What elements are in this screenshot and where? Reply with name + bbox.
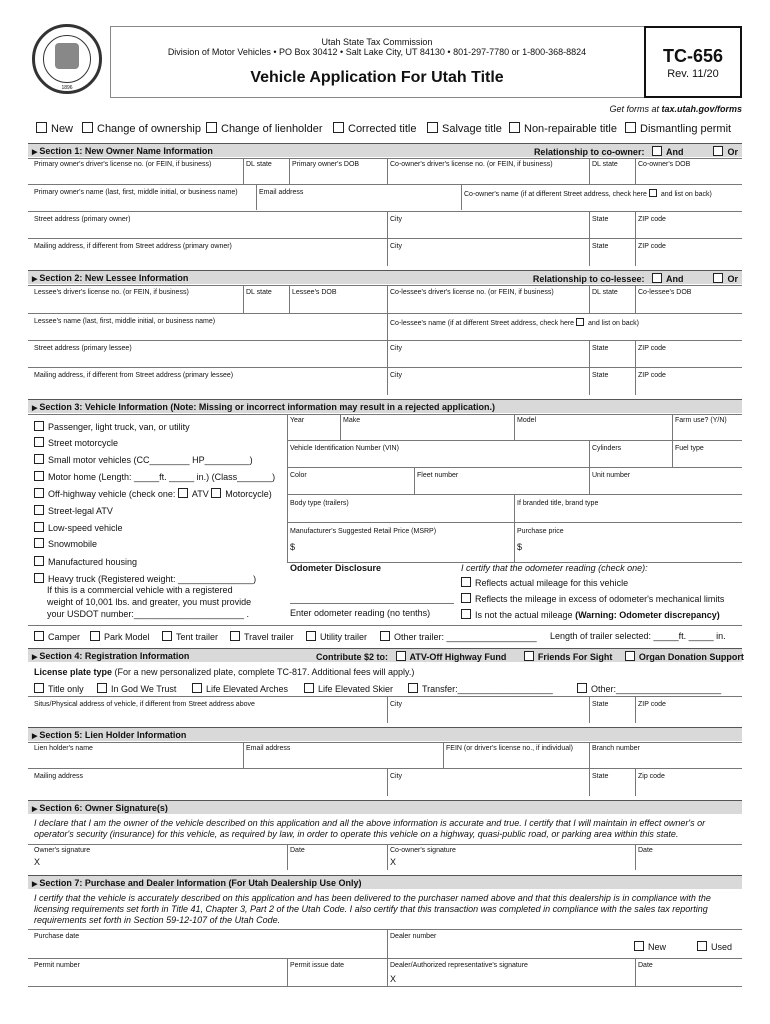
checkbox-icon[interactable]: [333, 122, 344, 133]
zip-field[interactable]: ZIP code: [638, 216, 666, 223]
permit-date-field[interactable]: Permit issue date: [290, 962, 345, 969]
checkbox-icon[interactable]: [576, 318, 584, 326]
cylinders-field[interactable]: Cylinders: [592, 445, 622, 452]
vin-field[interactable]: Vehicle Identification Number (VIN): [290, 445, 399, 452]
checkbox-icon[interactable]: [34, 538, 44, 548]
trailer-tent[interactable]: Tent trailer: [162, 631, 218, 643]
lessee-dob-field[interactable]: Lessee's DOB: [292, 289, 337, 296]
checkbox-icon[interactable]: [97, 683, 107, 693]
situs-zip-field[interactable]: ZIP code: [638, 701, 666, 708]
checkbox-icon[interactable]: [306, 631, 316, 641]
checkbox-icon[interactable]: [206, 122, 217, 133]
owner-signature-field[interactable]: X: [34, 857, 41, 867]
trailer-utility[interactable]: Utility trailer: [306, 631, 367, 643]
purchase-price-label: Purchase price: [517, 528, 564, 535]
dealer-signature-label: Dealer/Authorized representative's signature: [390, 962, 528, 969]
heavy-note-2: weight of 10,001 lbs. and greater, you must provide: [47, 597, 252, 607]
checkbox-icon[interactable]: [230, 631, 240, 641]
owner-signature-label: Owner's signature: [34, 847, 91, 854]
heavy-note-1: If this is a commercial vehicle with a registered: [47, 585, 233, 595]
checkbox-icon[interactable]: [34, 471, 44, 481]
checkbox-icon[interactable]: [649, 189, 657, 197]
situs-state-field[interactable]: State: [592, 701, 609, 708]
trailer-camper[interactable]: Camper: [34, 631, 80, 643]
owner-declaration: I declare that I am the owner of the vehicle described on this application and all the above information is accurate and true. I certify that I will maintain in effect owner's or operator's security (insurance) for this vehicle, as required by law, in order to operate this vehicle on a highway, quasi-public road, or parking area within this state.: [34, 818, 706, 839]
checkbox-icon[interactable]: [634, 941, 644, 951]
lessee-mailing-field[interactable]: Mailing address, if different from Street address (primary lessee): [34, 372, 234, 379]
odometer-label: Enter odometer reading (no tenths): [290, 608, 431, 618]
primary-dob-field[interactable]: Primary owner's DOB: [292, 161, 360, 168]
situs-address-field[interactable]: Situs/Physical address of vehicle, if different from Street address above: [34, 701, 255, 708]
checkbox-icon[interactable]: [34, 488, 44, 498]
vehicle-type-motor-home[interactable]: Motor home (Length: _____ft. _____ in.) (Class_______): [34, 471, 275, 483]
purchase-price-field[interactable]: $: [517, 542, 523, 552]
lien-zip-field[interactable]: Zip code: [638, 773, 665, 780]
checkbox-icon[interactable]: [652, 273, 662, 283]
co-license-field[interactable]: Co-owner's driver's license no. (or FEIN, if business): [390, 161, 553, 168]
lien-fein-field[interactable]: FEIN (or driver's license no., if individual): [446, 745, 573, 752]
vehicle-type-passenger[interactable]: Passenger, light truck, van, or utility: [34, 421, 190, 433]
model-field[interactable]: Model: [517, 417, 537, 424]
form-title: Vehicle Application For Utah Title: [250, 69, 504, 86]
checkbox-icon[interactable]: [34, 631, 44, 641]
form-id: TC-656: [662, 46, 724, 66]
mailing-zip-field[interactable]: ZIP code: [638, 243, 666, 250]
checkbox-icon[interactable]: [34, 573, 44, 583]
txn-new[interactable]: New: [36, 122, 73, 135]
triangle-icon: ▶: [32, 881, 38, 888]
state-field[interactable]: State: [592, 216, 609, 223]
lessee-state-field[interactable]: State: [592, 345, 609, 352]
checkbox-icon[interactable]: [34, 522, 44, 532]
lessee-mailing-city-field[interactable]: City: [390, 372, 403, 379]
triangle-icon: ▶: [32, 806, 38, 813]
lien-city-field[interactable]: City: [390, 773, 403, 780]
plate-skier[interactable]: Life Elevated Skier: [304, 683, 393, 695]
co-lessee-dob-field[interactable]: Co-lessee's DOB: [638, 289, 692, 296]
triangle-icon: ▶: [32, 405, 38, 412]
vehicle-type-street-atv[interactable]: Street-legal ATV: [34, 505, 113, 517]
city-field[interactable]: City: [390, 216, 403, 223]
mailing-state-field[interactable]: State: [592, 243, 609, 250]
odometer-title: Odometer Disclosure: [290, 563, 382, 573]
year-field[interactable]: Year: [290, 417, 305, 424]
plate-arches[interactable]: Life Elevated Arches: [192, 683, 288, 695]
mailing-address-field[interactable]: Mailing address, if different from Street address (primary owner): [34, 243, 232, 250]
checkbox-icon[interactable]: [304, 683, 314, 693]
lien-mailing-field[interactable]: Mailing address: [34, 773, 84, 780]
usdot-field[interactable]: your USDOT number:______________________ .: [47, 609, 249, 619]
checkbox-icon[interactable]: [192, 683, 202, 693]
section5-bar: ▶ Section 5: Lien Holder Information: [28, 727, 742, 741]
checkbox-icon[interactable]: [178, 488, 188, 498]
checkbox-icon[interactable]: [408, 683, 418, 693]
dealer-used[interactable]: Used: [697, 941, 732, 953]
section3-bar: ▶ Section 3: Vehicle Information (Note: Missing or incorrect information may result in a rejected application.): [28, 399, 742, 413]
fuel-type-field[interactable]: Fuel type: [675, 445, 704, 452]
trailer-park-model[interactable]: Park Model: [90, 631, 150, 643]
mailing-city-field[interactable]: City: [390, 243, 403, 250]
dealer-date-field[interactable]: Date: [638, 962, 653, 969]
checkbox-icon[interactable]: [82, 122, 93, 133]
checkbox-icon[interactable]: [34, 454, 44, 464]
purchase-date-field[interactable]: Purchase date: [34, 933, 80, 940]
co-name-field[interactable]: Co-owner's name (if at different Street address, check here and list on back): [464, 191, 712, 198]
co-dob-field[interactable]: Co-owner's DOB: [638, 161, 691, 168]
triangle-icon: ▶: [32, 149, 38, 156]
checkbox-icon[interactable]: [524, 651, 534, 661]
lessee-city-field[interactable]: City: [390, 345, 403, 352]
vehicle-type-heavy-truck[interactable]: Heavy truck (Registered weight: _______________): [34, 573, 256, 585]
co-owner-signature-label: Co-owner's signature: [390, 847, 456, 854]
txn-change-lienholder[interactable]: Change of lienholder: [206, 122, 323, 135]
plate-type-heading: License plate type (For a new personalized plate, complete TC-817. Additional fees will apply.): [34, 667, 415, 677]
checkbox-icon[interactable]: [652, 146, 662, 156]
vehicle-type-ohv[interactable]: Off-highway vehicle (check one: ATV Motorcycle): [34, 488, 272, 500]
co-owner-signature-field[interactable]: X: [390, 857, 397, 867]
dealer-certification: I certify that the vehicle is accurately described on this application and has been delivered to the purchaser named above and that this dealership is in compliance with the licensing requirements set forth in Title 41, Chapter 3, Part 2 of the Utah Code. I also certify that this transaction was completed in compliance with the sales tax reporting requirements set forth in Section 59-12-107 of the Utah Code.: [34, 893, 711, 925]
checkbox-icon[interactable]: [396, 651, 406, 661]
dealer-new[interactable]: New: [634, 941, 666, 953]
lessee-dl-state-field[interactable]: DL state: [246, 289, 272, 296]
co-owner-relationship: Relationship to co-owner: And Or: [533, 147, 738, 157]
contribute-block: Contribute $2 to: ATV-Off Highway Fund Friends For Sight Organ Donation Support: [316, 652, 744, 662]
lessee-zip-field[interactable]: ZIP code: [638, 345, 666, 352]
lessee-license-field[interactable]: Lessee's driver's license no. (or FEIN, if business): [34, 289, 189, 296]
fund-friends-sight: Friends For Sight: [537, 652, 613, 662]
checkbox-icon[interactable]: [34, 437, 44, 447]
checkbox-icon[interactable]: [625, 651, 635, 661]
co-owner-date-field[interactable]: Date: [638, 847, 653, 854]
body-type-field[interactable]: Body type (trailers): [290, 500, 349, 507]
triangle-icon: ▶: [32, 733, 38, 740]
plate-other[interactable]: Other:_____________________: [577, 683, 721, 695]
situs-city-field[interactable]: City: [390, 701, 403, 708]
txn-non-repairable[interactable]: Non-repairable title: [509, 122, 617, 135]
lessee-mailing-state-field[interactable]: State: [592, 372, 609, 379]
vehicle-type-manufactured[interactable]: Manufactured housing: [34, 556, 137, 568]
get-forms-note: Get forms at tax.utah.gov/forms: [609, 104, 742, 114]
plate-in-god-we-trust[interactable]: In God We Trust: [97, 683, 176, 695]
txn-change-ownership[interactable]: Change of ownership: [82, 122, 201, 135]
vehicle-type-snowmobile[interactable]: Snowmobile: [34, 538, 97, 550]
street-address-field[interactable]: Street address (primary owner): [34, 216, 131, 223]
checkbox-icon[interactable]: [461, 577, 471, 587]
co-dl-state-field[interactable]: DL state: [592, 161, 618, 168]
lessee-street-field[interactable]: Street address (primary lessee): [34, 345, 132, 352]
email-field[interactable]: Email address: [259, 189, 304, 196]
checkbox-icon[interactable]: [90, 631, 100, 641]
odometer-actual[interactable]: Reflects actual mileage for this vehicle: [461, 577, 628, 589]
checkbox-icon[interactable]: [34, 556, 44, 566]
dealer-number-field[interactable]: Dealer number: [390, 933, 437, 940]
checkbox-icon[interactable]: [162, 631, 172, 641]
checkbox-icon[interactable]: [697, 941, 707, 951]
lien-state-field[interactable]: State: [592, 773, 609, 780]
primary-license-field[interactable]: Primary owner's driver's license no. (or FEIN, if business): [34, 161, 212, 168]
txn-dismantling[interactable]: Dismantling permit: [625, 122, 731, 135]
co-lessee-dl-state-field[interactable]: DL state: [592, 289, 618, 296]
checkbox-icon[interactable]: [427, 122, 438, 133]
section1-bar: ▶ Section 1: New Owner Name Information Relationship to co-owner: And Or: [28, 143, 742, 157]
section4-bar: ▶ Section 4: Registration Information Contribute $2 to: ATV-Off Highway Fund Friends For Sight Organ Donation Support: [28, 648, 742, 662]
dl-state-field[interactable]: DL state: [246, 161, 272, 168]
odometer-not-actual[interactable]: Is not the actual mileage (Warning: Odometer discrepancy): [461, 609, 720, 621]
vehicle-type-small-motor[interactable]: Small motor vehicles (CC________ HP_________): [34, 454, 253, 466]
co-lessee-license-field[interactable]: Co-lessee's driver's license no. (or FEIN, if business): [390, 289, 554, 296]
checkbox-icon[interactable]: [461, 609, 471, 619]
checkbox-icon[interactable]: [34, 505, 44, 515]
section6-bar: ▶ Section 6: Owner Signature(s): [28, 800, 742, 814]
section2-bar: ▶ Section 2: New Lessee Information Relationship to co-lessee: And Or: [28, 270, 742, 284]
lessee-name-field[interactable]: Lessee's name (last, first, middle initial, or business name): [34, 318, 216, 325]
utah-seal-icon: 1896: [32, 24, 102, 94]
brand-type-field[interactable]: If branded title, brand type: [517, 500, 599, 507]
agency-block: [110, 37, 644, 57]
lessee-mailing-zip-field[interactable]: ZIP code: [638, 372, 666, 379]
triangle-icon: ▶: [32, 654, 38, 661]
agency-name: Utah State Tax Commission: [321, 37, 433, 47]
fund-atv: ATV-Off Highway Fund: [409, 652, 507, 662]
fleet-number-field[interactable]: Fleet number: [417, 472, 459, 479]
trailer-length-field[interactable]: Length of trailer selected: _____ft. _____ in.: [550, 631, 726, 641]
msrp-field[interactable]: $: [290, 542, 296, 552]
plate-title-only[interactable]: Title only: [34, 683, 84, 695]
triangle-icon: ▶: [32, 276, 38, 283]
co-lessee-relationship: Relationship to co-lessee: And Or: [532, 274, 738, 284]
txn-salvage-title[interactable]: Salvage title: [427, 122, 502, 135]
trailer-other[interactable]: Other trailer: __________________: [380, 631, 537, 643]
checkbox-icon[interactable]: [461, 593, 471, 603]
permit-number-field[interactable]: Permit number: [34, 962, 80, 969]
odometer-excess[interactable]: Reflects the mileage in excess of odometer's mechanical limits: [461, 593, 724, 605]
checkbox-icon[interactable]: [577, 683, 587, 693]
trailer-travel[interactable]: Travel trailer: [230, 631, 294, 643]
odometer-reading-field[interactable]: [290, 603, 454, 604]
odometer-certify: I certify that the odometer reading (check one):: [461, 563, 648, 573]
agency-address: Division of Motor Vehicles • PO Box 30412 • Salt Lake City, UT 84130 • 801-297-7780 or 1-800-368-8824: [167, 47, 587, 57]
checkbox-icon[interactable]: [713, 273, 723, 283]
vehicle-type-motorcycle[interactable]: Street motorcycle: [34, 437, 118, 449]
checkbox-icon[interactable]: [34, 683, 44, 693]
checkbox-icon[interactable]: [713, 146, 723, 156]
fund-organ-donation: Organ Donation Support: [638, 652, 744, 662]
checkbox-icon[interactable]: [34, 421, 44, 431]
txn-corrected-title[interactable]: Corrected title: [333, 122, 416, 135]
checkbox-icon[interactable]: [36, 122, 47, 133]
checkbox-icon[interactable]: [380, 631, 390, 641]
section7-bar: ▶ Section 7: Purchase and Dealer Information (For Utah Dealership Use Only): [28, 875, 742, 889]
lien-holder-name-field[interactable]: Lien holder's name: [34, 745, 93, 752]
msrp-label: Manufacturer's Suggested Retail Price (MSRP): [290, 528, 437, 535]
primary-name-field[interactable]: Primary owner's name (last, first, middle initial, or business name): [34, 189, 238, 196]
lien-email-field[interactable]: Email address: [246, 745, 291, 752]
co-lessee-name-field[interactable]: Co-lessee's name (if at different Street address, check here and list on back): [390, 320, 640, 327]
unit-number-field[interactable]: Unit number: [592, 472, 631, 479]
branch-number-field[interactable]: Branch number: [592, 745, 640, 752]
owner-date-field[interactable]: Date: [290, 847, 305, 854]
forms-link[interactable]: tax.utah.gov/forms: [661, 104, 742, 114]
checkbox-icon[interactable]: [211, 488, 221, 498]
dealer-signature-field[interactable]: X: [390, 974, 397, 984]
make-field[interactable]: Make: [343, 417, 361, 424]
vehicle-type-low-speed[interactable]: Low-speed vehicle: [34, 522, 123, 534]
color-field[interactable]: Color: [290, 472, 307, 479]
checkbox-icon[interactable]: [625, 122, 636, 133]
checkbox-icon[interactable]: [509, 122, 520, 133]
farm-use-field[interactable]: Farm use? (Y/N): [675, 417, 727, 424]
form-revision: Rev. 11/20: [667, 68, 719, 80]
plate-transfer[interactable]: Transfer:___________________: [408, 683, 553, 695]
